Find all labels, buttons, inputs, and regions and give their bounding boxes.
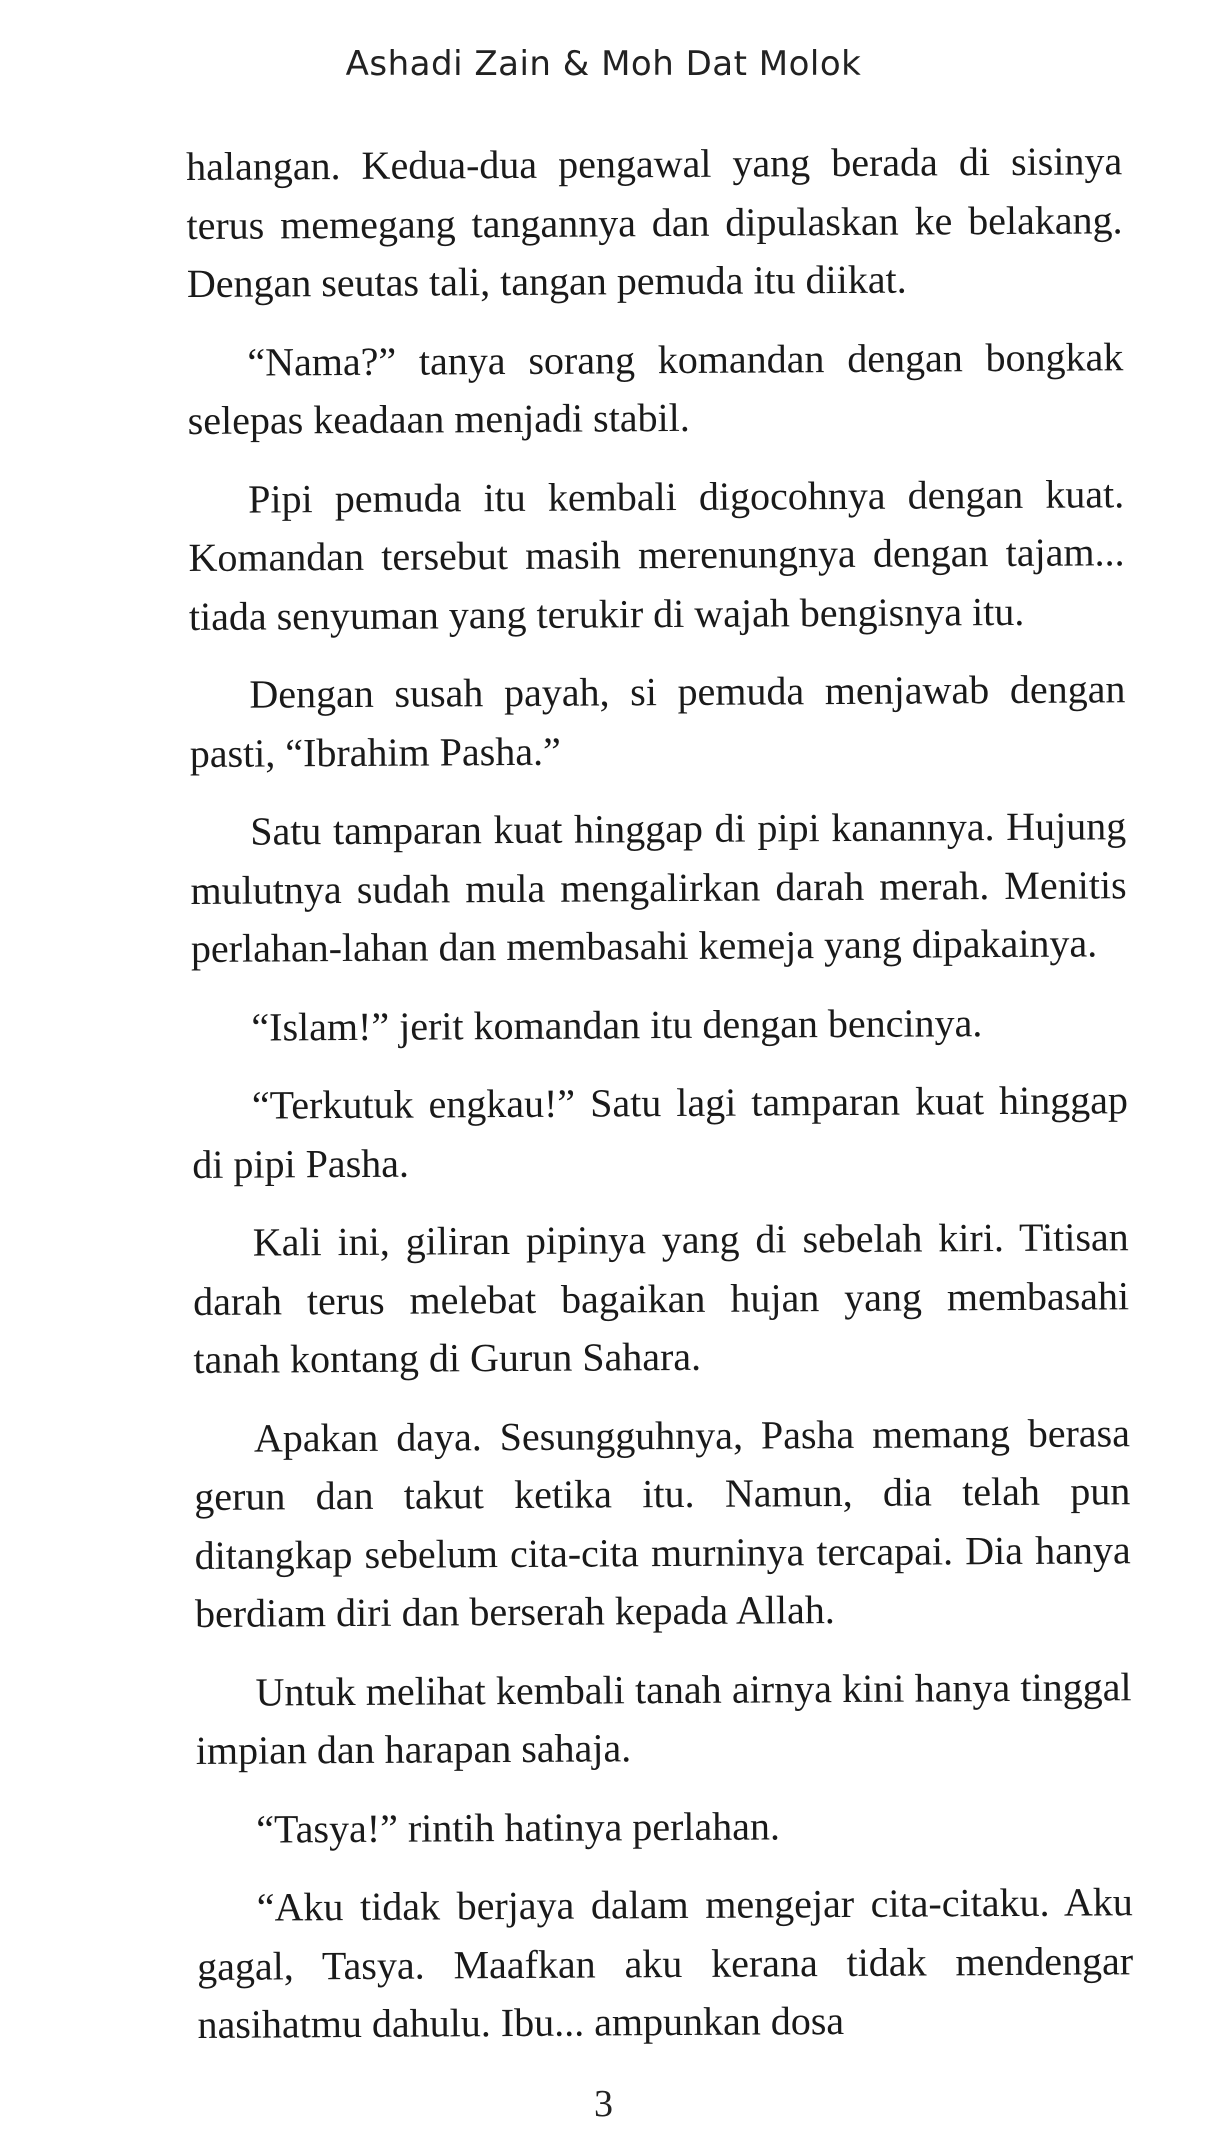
paragraph: “Aku tidak berjaya dalam mengejar cita-citaku. Aku gagal, Tasya. Maafkan aku kerana tidak mendengar nasihatmu dahulu. Ibu... ampunkan dosa [197,1879,1134,2047]
paragraph: Untuk melihat kembali tanah airnya kini hanya tinggal impian dan harapan sahaja. [195,1663,1132,1773]
paragraph: Dengan susah payah, si pemuda menjawab dengan pasti, “Ibrahim Pasha.” [189,666,1126,776]
paragraph: Pipi pemuda itu kembali digocohnya dengan kuat. Komandan tersebut masih merenungnya dengan tajam... tiada senyuman yang terukir di wajah bengisnya itu. [188,470,1125,639]
paragraph: Satu tamparan kuat hinggap di pipi kanannya. Hujung mulutnya sudah mula mengalirkan darah merah. Menitis perlahan-lahan dan membasahi kemeja yang dipakainya. [190,803,1127,971]
paragraph: “Islam!” jerit komandan itu dengan bencinya. [251,999,983,1050]
running-head: Ashadi Zain & Moh Dat Molok [345,44,862,84]
paragraph: “Nama?” tanya sorang komandan dengan bongkak selepas keadaan menjadi stabil. [187,333,1124,443]
paragraph: Kali ini, giliran pipinya yang di sebelah kiri. Titisan darah terus melebat bagaikan hujan yang membasahi tanah kontang di Gurun Sahara. [192,1214,1130,1382]
paragraph: halangan. Kedua-dua pengawal yang berada di sisinya terus memegang tangannya dan dipulaskan ke belakang. Dengan seutas tali, tangan pemuda itu diikat. [186,138,1123,306]
paragraph: “Terkutuk engkau!” Satu lagi tamparan kuat hinggap di pipi Pasha. [192,1077,1129,1187]
paragraph: “Tasya!” rintih hatinya perlahan. [256,1802,781,1852]
page-number: 3 [594,2083,613,2125]
paragraph: Apakan daya. Sesungguhnya, Pasha memang berasa gerun dan takut ketika itu. Namun, dia telah pun ditangkap sebelum cita-cita murninya tercapai. Dia hanya berdiam diri dan berserah kepada Allah. [194,1409,1131,1636]
body-text [186,132,1134,2074]
